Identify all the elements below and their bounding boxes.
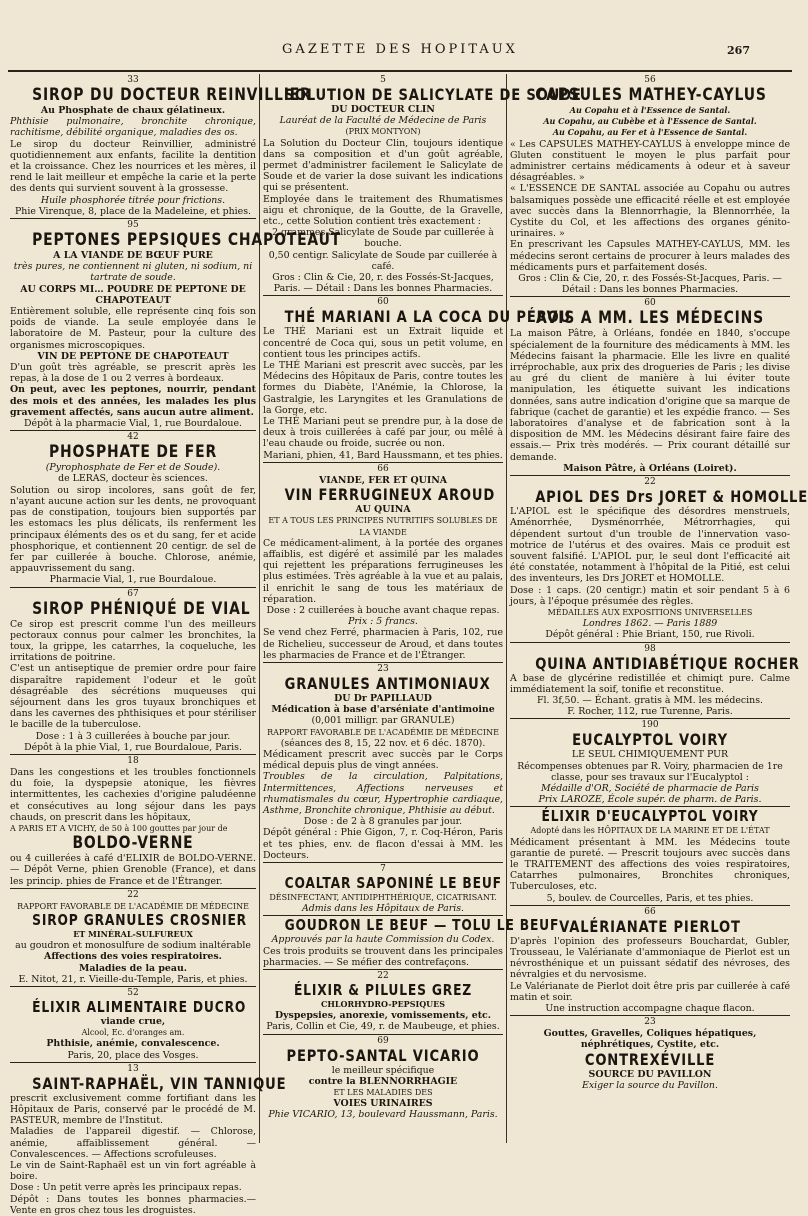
ad-text: Dépôt : Dans toutes les bonnes pharmacies.— Vente en gros chez tous les droguistes.	[10, 1193, 256, 1216]
ad-text: Récompenses obtenues par R. Voiry, pharmacien de 1re classe, pour ses travaux sur l'Eucalyptol :	[517, 760, 783, 783]
ad-title-salicylate: SOLUTION DE SALICYLATE DE SOUDE	[284, 85, 582, 104]
ad-title-saint-raphael: SAINT-RAPHAËL, VIN TANNIQUE	[32, 1073, 287, 1093]
ad-title-aroud: VIN FERRUGINEUX AROUD	[284, 485, 496, 505]
ad-text: Approuvés par la haute Commission du Codex.	[271, 934, 495, 946]
ad-title-the-mariani: THÉ MARIANI A LA COCA DU PÉROU	[284, 307, 571, 327]
ad-text: de LERAS, docteur ès sciences.	[58, 473, 208, 485]
ad-text: A PARIS ET A VICHY, de 50 à 100 gouttes par jour de	[10, 823, 228, 833]
ad-title-coaltar: COALTAR SAPONINÉ LE BEUF	[284, 873, 502, 892]
header-rule	[8, 70, 792, 72]
ad-address: Phie VICARIO, 13, boulevard Haussmann, Paris.	[268, 1109, 498, 1121]
ad-text: Maladies de l'appareil digestif. — Chlorose, anémie, affaiblissement général. — Convalescences. — Affections scrofuleuses.	[10, 1126, 256, 1160]
divider	[10, 986, 256, 987]
ad-text: A LA VIANDE DE BŒUF PURE	[53, 250, 213, 262]
ad-text: Médicament prescrit avec succès par le Corps médical depuis plus de vingt années.	[263, 748, 503, 772]
ad-text: viande crue,	[100, 1016, 166, 1027]
ad-address: Maison Pâtre, à Orléans (Loiret).	[563, 462, 737, 474]
ad-text: Dose : 2 cuillerées à bouche avant chaque repas.	[266, 604, 500, 616]
ad-text: Ce médicament-aliment, à la portée des organes affaiblis, est digéré et assimilé par les malades qui rejettent les préparations ferrugineuses les plus estimées. Très agréable à la vue et au palais, il enrichit le sang de tous les matériaux de réparation.	[263, 537, 503, 605]
ad-number: 95	[127, 220, 139, 231]
ad-text: (PRIX MONTYON)	[345, 127, 421, 137]
ad-text: Au Copahu et à l'Essence de Santal.	[569, 105, 731, 115]
ad-text: très pures, ne contiennent ni gluten, ni sodium, ni tartrate de soude.	[13, 261, 253, 284]
ad-number: 5	[380, 75, 386, 85]
ad-text: MÉDAILLES AUX EXPOSITIONS UNIVERSELLES	[547, 607, 753, 617]
ad-title-sirop-phenique: SIROP PHÉNIQUÉ DE VIAL	[32, 598, 251, 619]
ad-number: 13	[127, 1063, 139, 1074]
ad-text: (séances des 8, 15, 22 nov. et 6 déc. 1870).	[280, 737, 486, 749]
ad-title-ducro: ÉLIXIR ALIMENTAIRE DUCRO	[32, 998, 247, 1016]
ad-tag: ET MINÉRAL-SULFUREUX	[73, 928, 193, 939]
ad-address: Dépôt à la pharmacie Vial, 1, rue Bourdaloue.	[24, 418, 242, 430]
column-middle	[263, 74, 582, 1143]
ad-title-quina-rocher: QUINA ANTIDIABÉTIQUE ROCHER	[535, 653, 800, 673]
ad-text: Au Copahu, au Cubèbe et à l'Essence de Santal.	[543, 116, 757, 127]
ad-text: Le THÉ Mariani est prescrit avec succès, par les Médecins des Hôpitaux de Paris, contre toutes les formes du Diabète, l'Anémie, la Chlorose, la Gastralgie, les Laryngites et les Granulations de la Gorge, etc.	[263, 360, 503, 416]
page-header	[0, 38, 800, 62]
ad-text: (Pyrophosphate de Fer et de Soude).	[45, 462, 221, 474]
ad-number: 69	[377, 1035, 389, 1046]
divider	[263, 662, 503, 663]
ad-title-avis-medecins: AVIS A MM. LES MÉDECINS	[535, 308, 765, 329]
ad-text: Phthisie pulmonaire, bronchite chronique, rachitisme, débilité organique, maladies des os.	[10, 116, 256, 139]
ad-text: Dose : Un petit verre après les principaux repas.	[10, 1182, 242, 1194]
divider	[10, 430, 256, 431]
divider	[263, 462, 503, 463]
ad-text: Gouttes, Gravelles, Coliques hépatiques, néphrétiques, Cystite, etc.	[543, 1028, 757, 1051]
divider	[510, 718, 790, 719]
ad-address: Dépôt général : Phie Briant, 150, rue Rivoli.	[545, 629, 755, 641]
ad-text: DU Dr PAPILLAUD	[334, 692, 432, 704]
ad-text: Affections des voies respiratoires.	[44, 951, 222, 963]
ad-title-chapoteaut: PEPTONES PEPSIQUES CHAPOTEAUT	[32, 230, 342, 251]
ad-text: Médaille d'OR, Société de pharmacie de Paris	[541, 782, 759, 794]
ad-number: 66	[377, 463, 389, 474]
ad-number: 42	[127, 432, 139, 443]
ad-text: « Les CAPSULES MATHEY-CAYLUS à enveloppe mince de Gluten constituent le moyen le plus parfait pour administrer certains médicaments à odeur et à saveur désagréables. »	[510, 138, 790, 184]
divider	[10, 1062, 256, 1063]
ad-text: Une instruction accompagne chaque flacon.	[545, 1003, 755, 1014]
ad-tag: CHLORHYDRO-PEPSIQUES	[320, 999, 446, 1009]
ad-text: Ce sirop est prescrit comme l'un des meilleurs pectoraux connus pour calmer les bronchites, la toux, la grippe, les catarrhes, la coqueluche, les irritations de poitrine.	[10, 618, 256, 664]
divider	[263, 969, 503, 970]
ad-title-goudron: GOUDRON LE BEUF — TOLU LE BEUF	[284, 916, 560, 935]
ad-title-reinvillier: SIROP DU DOCTEUR REINVILLIER	[32, 85, 312, 105]
ad-number: 18	[127, 755, 139, 766]
divider	[10, 888, 256, 889]
ad-text: Dans les congestions et les troubles fonctionnels du foie, la dyspepsie atonique, les fièvres intermittentes, les cachexies d'origine paludéenne et consécutives au long séjour dans les pays chauds, on prescrit dans les hôpitaux,	[10, 766, 256, 823]
ad-address: Gros : Clin & Cie, 20, r. des Fossés-St-Jacques, Paris. — Détail : Dans les bonnes Pharmacies.	[518, 273, 782, 296]
ad-text: Dose : 1 caps. (20 centigr.) matin et soir pendant 5 à 6 jours, à l'époque présumée des règles.	[510, 584, 790, 607]
ad-text: Entièrement soluble, elle représente cinq fois son poids de viande. La seule employée dans le laboratoire de M. Pasteur, pour la culture des organismes microscopiques.	[10, 306, 256, 351]
ad-text: Au Copahu, au Fer et à l'Essence de Santal.	[552, 127, 748, 138]
ad-text: En prescrivant les Capsules MATHEY-CAYLUS, MM. les médecins seront certains de procurer à leurs malades des médicaments purs et parfaitement dosés.	[510, 239, 790, 273]
ad-text: Ces trois produits se trouvent dans les principales pharmacies. — Se méfier des contrefaçons.	[263, 945, 503, 968]
ad-text: Dose : de 2 à 8 granules par jour.	[303, 816, 463, 828]
ad-text: au goudron et monosulfure de sodium inaltérable	[15, 940, 251, 952]
ad-text: Solution ou sirop incolores, sans goût de fer, n'ayant aucune action sur les dents, ne provoquant pas de constipation, toujours bien supportés par les estomacs les plus délicats, ils renferment les principaux éléments des os et du sang, fer et acide phosphorique, et contiennent 20 centigr. de sel de fer par cuillerée à bouche. Chlorose, anémie, appauvrissement du sang.	[10, 484, 256, 575]
ad-text: Lauréat de la Faculté de Médecine de Paris	[279, 115, 487, 127]
divider	[510, 475, 790, 476]
ad-text: Dyspepsies, anorexie, vomissements, etc.	[274, 1010, 492, 1022]
ad-number: 190	[641, 720, 659, 731]
divider	[10, 218, 256, 219]
ad-text: Phthisie, anémie, convalescence.	[46, 1038, 220, 1050]
ad-address: Se vend chez Ferré, pharmacien à Paris, 102, rue de Richelieu, successeur de Aroud, et dans toutes les pharmacies de France et de l'Étranger.	[263, 627, 503, 661]
divider	[510, 1015, 790, 1016]
ad-text: C'est un antiseptique de premier ordre pour faire disparaître rapidement l'odeur et le goût désagréable des sécrétions muqueuses qui séjournent dans les gros tuyaux bronchiques et dans les cavernes des phthisiques et pour stériliser le bacille de la tuberculose.	[10, 663, 256, 731]
ad-number: 22	[377, 971, 389, 981]
page-number: 267	[727, 44, 750, 57]
ad-text: ET LES MALADIES DES	[333, 1088, 433, 1098]
ad-number: 7	[380, 863, 386, 874]
ad-title-crosnier: SIROP GRANULES CROSNIER	[32, 910, 247, 929]
ad-text: L'APIOL est le spécifique des désordres menstruels, Aménorrhée, Dysménorrhée, Métrorrhagies, qui dépendent surtout d'un trouble de l'innervation vaso-motrice de l'utérus et des ovaires. Mais ce produit est souvent falsifié. L'APIOL pur, le seul dont l'efficacité ait été constatée, notamment à l'hôpital de la Pitié, est celui des inventeurs, les Drs JORET et HOMOLLE.	[510, 506, 790, 585]
divider	[510, 905, 790, 906]
divider	[263, 1034, 503, 1035]
ad-text: AU CORPS MI… POUDRE DE PEPTONE DE CHAPOTEAUT	[20, 283, 246, 306]
ad-text: D'après l'opinion des professeurs Bouchardat, Gubler, Trousseau, le Valérianate d'ammoniaque de Pierlot est un névrosthénique et un puissant sédatif des névroses, des névralgies et du nervosisme.	[510, 935, 790, 981]
ad-address: 5, boulev. de Courcelles, Paris, et tes phies.	[546, 892, 754, 904]
divider	[510, 296, 790, 297]
ad-number: 23	[644, 1017, 656, 1028]
ad-text: prescrit exclusivement comme fortifiant dans les Hôpitaux de Paris, conservé par le procédé de M. PASTEUR, membre de l'Institut.	[10, 1092, 256, 1127]
ad-text: Alcool, Ec. d'oranges am.	[81, 1028, 185, 1038]
ad-text: RAPPORT FAVORABLE DE L'ACADÉMIE DE MÉDECINE	[17, 901, 249, 911]
ad-text: Prix : 5 francs.	[348, 616, 418, 628]
ad-address: Gros : Clin & Cie, 20, r. des Fossés-St-Jacques, Paris. — Détail : Dans les bonnes Pharmacies.	[272, 272, 494, 295]
ad-text: D'un goût très agréable, se prescrit après les repas, à la dose de 1 ou 2 verres à bordeaux.	[10, 362, 256, 385]
ad-text: DU DOCTEUR CLIN	[331, 104, 435, 115]
ad-title-boldo-verne: BOLDO-VERNE	[72, 833, 194, 854]
divider	[510, 642, 790, 643]
ad-text: VOIES URINAIRES	[333, 1098, 433, 1110]
ad-text: AU QUINA	[355, 504, 411, 516]
ad-text: RAPPORT FAVORABLE DE L'ACADÉMIE DE MÉDECINE	[267, 727, 499, 737]
ad-text: Prix LAROZE, École supér. de pharm. de Paris.	[538, 794, 762, 806]
ad-address: E. Nitot, 21, r. Vieille-du-Temple, Paris, et phies.	[18, 973, 248, 985]
ad-number: 33	[127, 75, 139, 85]
ad-text: Maladies de la peau.	[78, 962, 188, 974]
ad-text: Le sirop du docteur Reinvillier, administré quotidiennement aux enfants, facilite la dentition et la croissance. Chez les nourrices et les mères, il rend le lait meilleur et empêche la carie et la perte des dents qui survient souvent à la grossesse.	[10, 138, 256, 195]
ad-number: 60	[644, 298, 656, 309]
ad-number: 66	[644, 906, 656, 917]
ad-text: 0,50 centigr. Salicylate de Soude par cuillerée à café.	[268, 249, 498, 272]
ad-title-apiol: APIOL DES Drs JORET & HOMOLLE	[535, 487, 808, 507]
ad-text: « L'ESSENCE DE SANTAL associée au Copahu ou autres balsamiques possède une efficacité réelle et est employée avec succès dans la Blennorrhagie, la Blennorrhée, la Cystite du Col, et les affections des organes génito-urinaires. »	[510, 183, 790, 240]
ad-address: Paris, Collin et Cie, 49, r. de Maubeuge, et phies.	[266, 1021, 500, 1033]
ad-number: 23	[377, 663, 389, 674]
ad-number: 22	[127, 889, 139, 900]
ad-title-granules-antimoniaux: GRANULES ANTIMONIAUX	[284, 673, 491, 693]
ad-text: SOURCE DU PAVILLON	[588, 1068, 712, 1080]
ad-text: Fl. 3f,50. — Échant. gratis à MM. les médecins.	[536, 694, 764, 706]
ad-text: Le THÉ Mariani est un Extrait liquide et concentré de Coca qui, sous un petit volume, en contient tous les principes actifs.	[263, 326, 503, 360]
ad-text: La Solution du Docteur Clin, toujours identique dans sa composition et d'un goût agréable, permet d'administrer facilement le Salicylate de Soude et de varier la dose suivant les indications qui se présentent.	[263, 137, 503, 194]
column-divider	[506, 74, 507, 1143]
ad-title-eucalyptol: EUCALYPTOL VOIRY	[572, 730, 728, 750]
ad-address: Mariani, phien, 41, Bard Haussmann, et tes phies.	[263, 449, 503, 461]
ad-title-elixir-eucalyptol: ÉLIXIR D'EUCALYPTOL VOIRY	[541, 807, 759, 826]
ad-text: VIANDE, FER ET QUINA	[318, 474, 448, 486]
ad-text: Adopté dans les HÔPITAUX DE LA MARINE ET DE L'ÉTAT	[530, 826, 770, 836]
ad-text: 2 grammes Salicylate de Soude par cuillerée à bouche.	[272, 227, 494, 250]
ad-text: Médication à base d'arséniate d'antimoine	[271, 704, 495, 716]
ad-number: 98	[644, 643, 656, 654]
ad-text: Admis dans les Hôpitaux de Paris.	[302, 903, 464, 915]
ad-text: DÉSINFECTANT, ANTIDIPHTHÉRIQUE, CICATRISANT.	[269, 892, 497, 902]
ad-title-pierlot: VALÉRIANATE PIERLOT	[559, 916, 741, 936]
ad-text: ou 4 cuillerées à café d'ELIXIR de BOLDO-VERNE. — Dépôt Verne, phien Grenoble (France), et dans les princip. phies de France et de l'Étranger.	[10, 853, 256, 887]
ad-title-phosphate-fer: PHOSPHATE DE FER	[48, 442, 218, 463]
ad-text: (0,001 milligr. par GRANULE)	[311, 715, 455, 727]
ad-text: Londres 1862. — Paris 1889	[582, 618, 718, 630]
ad-title-contrexeville: CONTREXÉVILLE	[584, 1049, 716, 1069]
ad-text: Le THÉ Mariani peut se prendre pur, à la dose de deux à trois cuillerées à café par jour, ou mêlé à l'eau chaude ou froide, sucrée ou non.	[263, 416, 503, 450]
ad-title-grez: ÉLIXIR & PILULES GREZ	[293, 981, 473, 999]
ad-text: VIN DE PEPTONE DE CHAPOTEAUT	[37, 350, 229, 362]
ad-address: Dépôt à la phie Vial, 1, rue Bourdaloue, Paris.	[24, 741, 242, 753]
ad-text: Médicament présentant à MM. les Médecins toute garantie de pureté. — Prescrit toujours avec succès dans le TRAITEMENT des affections des voies respiratoires, Catarrhes pulmonaires, Bronchites chroniques, Tuberculoses, etc.	[510, 836, 790, 893]
ad-text: A base de glycérine redistillée et chimiqt pure. Calme immédiatement la soif, tonifie et reconstitue.	[510, 672, 790, 695]
ad-number: 52	[127, 988, 139, 998]
divider	[10, 587, 256, 588]
ad-text: La maison Pâtre, à Orléans, fondée en 1840, s'occupe spécialement de la fourniture des médicaments à MM. les Médecins faisant la pharmacie. Elle les livre en qualité irréprochable, aux prix des drogueries de Paris ; les divise au gré du client de manière à lui éviter toute manipulation, les étiquette suivant les indications données, sans autre indication d'origine que sa marque de fabrique (cachet de garantie) et les expédie franco. — Ses laboratoires d'analyse et de fabrication sont à la disposition de MM. les Médecins désirant faire faire des essais.— Prix très modérés. — Prix courant détaillé sur demande.	[510, 328, 790, 463]
ad-text: contre la BLENNORRHAGIE	[308, 1075, 458, 1087]
ad-text: le meilleur spécifique	[331, 1064, 435, 1076]
ad-text: Huile phosphorée titrée pour frictions.	[40, 194, 226, 206]
ad-address: Paris, 20, place des Vosges.	[67, 1049, 199, 1061]
ad-number: 67	[127, 588, 139, 599]
divider	[263, 295, 503, 296]
ad-address: Pharmacie Vial, 1, rue Bourdaloue.	[49, 574, 217, 586]
journal-title: GAZETTE DES HOPITAUX	[282, 42, 518, 57]
ad-text: Employée dans le traitement des Rhumatismes aigu et chronique, de la Goutte, de la Gravelle, etc., cette Solution contient très exactement :	[263, 193, 503, 228]
ad-text: LE SEUL CHIMIQUEMENT PUR	[571, 749, 729, 761]
ad-text: On peut, avec les peptones, nourrir, pendant des mois et des années, les malades les plus gravement affectés, sans aucun autre aliment.	[10, 384, 256, 418]
column-right	[510, 74, 808, 1143]
ad-number: 60	[377, 297, 389, 308]
ad-address: Dépôt général : Phie Gigon, 7, r. Coq-Héron, Paris et tes phies, env. de flacon d'essai à MM. les Docteurs.	[263, 827, 503, 861]
ad-text: Le vin de Saint-Raphaël est un vin fort agréable à boire.	[10, 1160, 256, 1183]
ad-text: Exiger la source du Pavillon.	[582, 1079, 718, 1091]
ad-address: Phie Virenque, 8, place de la Madeleine, et phies.	[15, 205, 251, 217]
ad-address: F. Rocher, 112, rue Turenne, Paris.	[567, 706, 733, 718]
ad-subtitle: Au Phosphate de chaux gélatineux.	[40, 105, 226, 116]
divider	[10, 754, 256, 755]
ad-text: Le Valérianate de Pierlot doit être pris par cuillerée à café matin et soir.	[510, 980, 790, 1003]
ad-text: ET A TOUS LES PRINCIPES NUTRITIFS SOLUBLES DE LA VIANDE	[268, 516, 498, 537]
divider	[263, 862, 503, 863]
column-left	[10, 74, 342, 1216]
ad-text: Troubles de la circulation, Palpitations, Intermittences, Affections nerveuses et rhumatismales du cœur, Hypertrophie cardiaque, Asthme, Bronchite chronique, Phthisie au début.	[263, 771, 503, 816]
ad-text: Dose : 1 à 3 cuillerées à bouche par jour.	[35, 730, 231, 742]
ad-title-mathey-caylus: CAPSULES MATHEY-CAYLUS	[535, 85, 767, 105]
ad-number: 56	[644, 75, 656, 85]
ad-title-pepto-santal: PEPTO-SANTAL VICARIO	[286, 1045, 480, 1065]
ad-number: 22	[644, 477, 656, 488]
